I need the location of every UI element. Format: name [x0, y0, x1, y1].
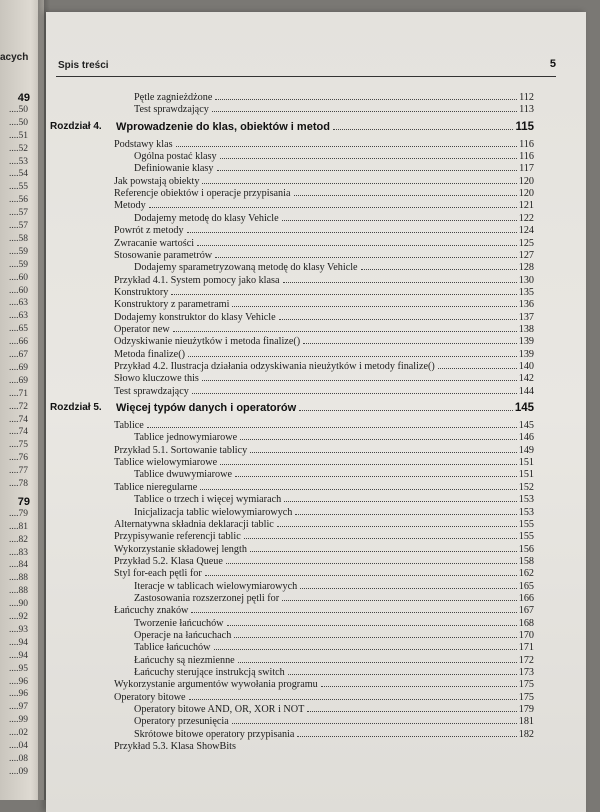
- toc-entry-title: Tablice o trzech i więcej wymiarach: [134, 494, 282, 506]
- previous-page-number: ....55: [9, 182, 28, 193]
- toc-entry-page: 121: [518, 200, 534, 212]
- toc-chapter-label: Rozdział 4.: [50, 120, 102, 132]
- toc-entry-page: 120: [518, 188, 534, 200]
- toc-entry: [50, 287, 534, 299]
- toc-entry-title: Inicjalizacja tablic wielowymiarowych: [134, 506, 293, 518]
- toc-dot-leader: [217, 170, 518, 171]
- toc-entry-page: 124: [518, 225, 534, 237]
- toc-entry-title: Tablice nieregularne: [114, 481, 198, 493]
- toc-entry-page: 179: [518, 704, 534, 716]
- toc-entry-page: 120: [518, 175, 534, 187]
- toc-dot-leader: [288, 674, 517, 675]
- toc-entry-page: 168: [518, 617, 534, 629]
- toc-entry-page: 162: [518, 568, 534, 580]
- toc-entry: [50, 630, 534, 642]
- toc-entry-page: 112: [519, 92, 534, 103]
- toc-entry-page: 172: [518, 654, 534, 666]
- toc-chapter-entry: [50, 402, 534, 416]
- toc-entry-title: Metody: [114, 200, 146, 212]
- previous-page-number: ....84: [9, 560, 28, 571]
- toc-entry: [50, 568, 534, 580]
- toc-dot-leader: [250, 551, 517, 552]
- toc-dot-leader: [303, 343, 517, 344]
- previous-page-number: ....60: [9, 272, 28, 283]
- toc-entry-page: 145: [514, 402, 534, 415]
- toc-entry: [50, 667, 534, 679]
- toc-entry: [50, 692, 534, 704]
- toc-entry: [50, 373, 534, 385]
- page-header: [56, 60, 556, 77]
- previous-page-number: ....08: [9, 753, 28, 764]
- toc-entry: [50, 213, 534, 225]
- previous-page-number: ....74: [9, 414, 28, 425]
- toc-entry: [50, 176, 534, 188]
- toc-entry-page: 153: [518, 494, 534, 506]
- toc-entry: [50, 729, 534, 741]
- toc-entry-title: Operatory bitowe AND, OR, XOR i NOT: [134, 704, 305, 716]
- toc-entry-title: Konstruktory z parametrami: [114, 299, 230, 311]
- toc-entry-page: 138: [518, 323, 534, 335]
- previous-page-number: ....88: [9, 573, 28, 584]
- toc-entry-title: Przypisywanie referencji tablic: [114, 531, 241, 543]
- toc-dot-leader: [149, 207, 517, 208]
- toc-entry-page: 170: [518, 630, 534, 641]
- previous-page-number: ....66: [9, 337, 28, 348]
- toc-entry-title: Metoda finalize(): [114, 348, 185, 360]
- toc-entry-title: Jak powstają obiekty: [114, 175, 200, 187]
- previous-page-number: ....96: [9, 676, 28, 687]
- previous-page-number: ....50: [9, 117, 28, 128]
- toc-entry: [50, 482, 534, 494]
- toc-entry-page: 142: [518, 373, 534, 385]
- toc-entry: [50, 250, 534, 262]
- toc-entry-title: Definiowanie klasy: [134, 163, 214, 175]
- toc-entry-page: 122: [518, 212, 534, 224]
- toc-entry-page: 158: [518, 555, 534, 567]
- previous-page-number: ....82: [9, 534, 28, 545]
- toc-entry: [50, 618, 534, 630]
- toc-entry: [50, 349, 534, 361]
- toc-dot-leader: [438, 368, 517, 369]
- previous-page-number: ....51: [9, 130, 28, 141]
- toc-dot-leader: [191, 612, 516, 613]
- toc-dot-leader: [171, 294, 516, 295]
- previous-page-number: ....52: [9, 143, 28, 154]
- toc-dot-leader: [307, 711, 516, 712]
- toc-entry-title: Alternatywna składnia deklaracji tablic: [114, 518, 274, 530]
- previous-page-number: ....99: [9, 715, 28, 726]
- toc-entry-page: 167: [518, 605, 534, 617]
- toc-entry-title: Łańcuchy sterujące instrukcją switch: [134, 667, 285, 679]
- toc-entry-title: Iteracje w tablicach wielowymiarowych: [134, 580, 298, 592]
- previous-page-number: ....63: [9, 311, 28, 322]
- toc-entry-page: 175: [518, 691, 534, 703]
- toc-entry: [50, 163, 534, 175]
- toc-entry-title: Operatory przesunięcia: [134, 716, 229, 728]
- toc-entry-title: Słowo kluczowe this: [114, 373, 199, 385]
- page-number: 5: [549, 58, 556, 70]
- toc-entry: [50, 469, 534, 481]
- toc-dot-leader: [284, 501, 517, 502]
- previous-page-number: ....78: [9, 479, 28, 489]
- toc-entry-title: Podstawy klas: [114, 138, 173, 150]
- toc-entry: [50, 92, 534, 104]
- toc-dot-leader: [189, 699, 517, 700]
- toc-entry: [50, 200, 534, 212]
- previous-page-number: ....58: [9, 233, 28, 244]
- toc-entry-title: Test sprawdzający: [134, 104, 209, 116]
- toc-entry-title: Ogólna postać klasy: [134, 151, 217, 163]
- toc-dot-leader: [250, 452, 516, 453]
- toc-entry-page: 175: [518, 679, 534, 691]
- toc-entry-title: Operator new: [114, 323, 170, 335]
- previous-page-number: ....54: [9, 169, 28, 180]
- toc-dot-leader: [361, 269, 517, 270]
- toc-entry-page: 181: [518, 716, 534, 728]
- toc-entry-title: Przykład 5.1. Sortowanie tablicy: [114, 444, 248, 456]
- toc-entry: [50, 336, 534, 348]
- toc-page: [46, 12, 586, 812]
- toc-dot-leader: [279, 319, 517, 320]
- previous-page-number: ....83: [9, 547, 28, 558]
- previous-page-number: ....74: [9, 427, 28, 438]
- toc-entry: [50, 704, 534, 716]
- toc-entry: [50, 556, 534, 568]
- toc-dot-leader: [188, 356, 517, 357]
- toc-entry-title: Wprowadzenie do klas, obiektów i metod: [116, 120, 330, 133]
- previous-page-number: 79: [17, 495, 30, 508]
- toc-dot-leader: [212, 111, 517, 112]
- toc-entry-page: 136: [518, 299, 534, 311]
- previous-page-number: ....56: [9, 195, 28, 206]
- toc-dot-leader: [297, 736, 516, 737]
- toc-entry-title: Tablice wielowymiarowe: [114, 457, 218, 469]
- toc-entry-title: Tablice dwuwymiarowe: [134, 469, 233, 481]
- toc-entry-page: 139: [518, 336, 534, 348]
- toc-entry-title: Pętle zagnieżdżone: [134, 92, 213, 103]
- toc-dot-leader: [215, 257, 517, 258]
- toc-entry-page: 139: [518, 348, 534, 360]
- toc-entry-title: Referencje obiektów i operacje przypisania: [114, 188, 291, 200]
- toc-entry-title: Dodajemy konstruktor do klasy Vehicle: [114, 311, 276, 323]
- toc-dot-leader: [200, 489, 516, 490]
- toc-entry-page: 171: [518, 642, 534, 654]
- previous-page-number: ....94: [9, 637, 28, 648]
- toc-entry-page: 155: [518, 518, 534, 530]
- toc-entry-page: 116: [519, 151, 534, 163]
- toc-entry-page: 128: [518, 262, 534, 274]
- toc-entry-page: 149: [518, 444, 534, 456]
- toc-entry: [50, 581, 534, 593]
- toc-entry: [50, 104, 534, 116]
- previous-page-number: ....02: [9, 728, 28, 739]
- toc-dot-leader: [244, 538, 517, 539]
- previous-page-number: 49: [17, 92, 30, 104]
- toc-dot-leader: [215, 99, 517, 100]
- previous-page-number: ....57: [9, 221, 28, 231]
- previous-page-number: ....59: [9, 259, 28, 270]
- toc-entry-page: 140: [518, 361, 534, 372]
- previous-page-number: ....97: [9, 702, 28, 713]
- toc-entry-page: 173: [518, 667, 534, 679]
- toc-entry-page: 152: [518, 481, 534, 493]
- toc-entry: [50, 716, 534, 728]
- toc-entry-title: Łańcuchy są niezmienne: [134, 654, 235, 666]
- toc-entry-title: Operatory bitowe: [114, 691, 186, 703]
- toc-entry: [50, 299, 534, 311]
- toc-dot-leader: [214, 649, 517, 650]
- previous-page-number: ....94: [9, 650, 28, 661]
- previous-page-number: ....59: [9, 246, 28, 257]
- toc-entry: [50, 432, 534, 444]
- toc-entry: [50, 457, 534, 469]
- toc-entry: [50, 238, 534, 250]
- toc-entry-page: 125: [518, 237, 534, 249]
- toc-entry: [50, 361, 534, 373]
- previous-page-number: ....76: [9, 453, 28, 464]
- toc-chapter-label: Rozdział 5.: [50, 402, 102, 414]
- toc-entry-title: Tworzenie łańcuchów: [134, 617, 224, 629]
- toc-entry-page: 155: [518, 531, 534, 543]
- toc-entry-title: Przykład 4.1. System pomocy jako klasa: [114, 274, 280, 286]
- previous-page-number: ....93: [9, 624, 28, 635]
- toc-entry: [50, 507, 534, 519]
- toc-entry-page: 135: [518, 286, 534, 298]
- previous-page-header: acych: [0, 52, 29, 63]
- previous-page-number: ....09: [9, 766, 28, 777]
- previous-page-number: ....69: [9, 375, 28, 386]
- toc-entry: [50, 151, 534, 163]
- previous-page-number: ....60: [9, 285, 28, 296]
- previous-page-number: ....71: [9, 388, 28, 399]
- toc-dot-leader: [283, 282, 517, 283]
- previous-page-number: ....95: [9, 663, 28, 674]
- toc-dot-leader: [220, 464, 517, 465]
- toc-entry-page: 156: [518, 543, 534, 555]
- toc-entry-page: 165: [518, 580, 534, 592]
- page-header-title: Spis treści: [58, 60, 109, 71]
- toc-dot-leader: [220, 158, 517, 159]
- toc-entry-title: Przykład 5.3. Klasa ShowBits: [114, 741, 236, 753]
- toc-dot-leader: [197, 245, 517, 246]
- previous-page-number: ....79: [9, 508, 28, 519]
- toc-entry-page: 117: [519, 163, 534, 175]
- toc-dot-leader: [173, 331, 517, 332]
- previous-page-number: ....88: [9, 586, 28, 597]
- toc-dot-leader: [277, 526, 517, 527]
- toc-entry-title: Łańcuchy znaków: [114, 605, 189, 617]
- toc-entry-title: Styl for-each pętli for: [114, 568, 202, 580]
- toc-entry: [50, 262, 534, 274]
- previous-page-number: ....67: [9, 350, 28, 360]
- toc-entry-page: 151: [518, 469, 534, 481]
- toc-entry-title: Powrót z metody: [114, 225, 184, 237]
- toc-entry-page: 151: [518, 457, 534, 469]
- toc-entry: [50, 225, 534, 237]
- toc-entry: [50, 275, 534, 287]
- toc-entry: [50, 605, 534, 617]
- toc-entry-page: 153: [518, 506, 534, 518]
- toc-entry: [50, 188, 534, 200]
- toc-entry-title: Zastosowania rozszerzonej pętli for: [134, 592, 280, 604]
- toc-entry-title: Więcej typów danych i operatorów: [116, 402, 297, 415]
- toc-entry-title: Tablice łańcuchów: [134, 642, 211, 654]
- toc-entry: [50, 494, 534, 506]
- toc-dot-leader: [192, 393, 517, 394]
- previous-page-number: ....90: [9, 599, 28, 610]
- toc-entry-page: 144: [518, 385, 534, 397]
- toc-dot-leader: [282, 220, 517, 221]
- previous-page-number: ....53: [9, 156, 28, 167]
- toc-dot-leader: [333, 129, 514, 130]
- toc-entry: [50, 312, 534, 324]
- toc-entry-page: 130: [518, 274, 534, 286]
- toc-entry-title: Wykorzystanie argumentów wywołania programu: [114, 679, 318, 691]
- previous-page-number: ....50: [9, 104, 28, 115]
- previous-page-number: ....92: [9, 612, 28, 622]
- toc-chapter-entry: [50, 121, 534, 135]
- toc-entry-title: Dodajemy metodę do klasy Vehicle: [134, 212, 279, 224]
- toc-dot-leader: [176, 146, 518, 147]
- toc-entry-page: 113: [519, 104, 534, 116]
- toc-entry: [50, 324, 534, 336]
- toc-entry: [50, 741, 534, 753]
- toc-entry: [50, 531, 534, 543]
- previous-page-number: ....77: [9, 466, 28, 477]
- toc-entry: [50, 386, 534, 398]
- toc-entry: [50, 139, 534, 151]
- toc-entry-page: 182: [518, 728, 534, 740]
- toc-dot-leader: [234, 637, 516, 638]
- toc-dot-leader: [202, 380, 517, 381]
- previous-page-number: ....96: [9, 689, 28, 700]
- toc-dot-leader: [294, 195, 517, 196]
- toc-entry-title: Tablice jednowymiarowe: [134, 432, 238, 444]
- toc-entry-title: Tablice: [114, 420, 144, 432]
- toc-entry-page: 115: [515, 120, 534, 133]
- toc-entry-page: 166: [518, 592, 534, 604]
- toc-dot-leader: [232, 723, 517, 724]
- toc-dot-leader: [202, 183, 516, 184]
- toc-dot-leader: [235, 476, 517, 477]
- previous-page-number: ....04: [9, 741, 28, 751]
- toc-entry: [50, 544, 534, 556]
- toc-dot-leader: [240, 439, 517, 440]
- toc-entry-title: Przykład 5.2. Klasa Queue: [114, 555, 223, 567]
- toc-dot-leader: [299, 410, 513, 411]
- previous-page-number: ....63: [9, 298, 28, 309]
- toc-entry: [50, 655, 534, 667]
- previous-page-number: ....69: [9, 362, 28, 373]
- toc-entry-title: Operacje na łańcuchach: [134, 630, 232, 641]
- toc-dot-leader: [238, 662, 517, 663]
- toc-dot-leader: [205, 575, 517, 576]
- toc-entry: [50, 420, 534, 432]
- toc-entry: [50, 519, 534, 531]
- toc-entry-title: Dodajemy sparametryzowaną metodę do klasy Vehicle: [134, 262, 358, 274]
- previous-page-number: ....57: [9, 208, 28, 219]
- toc-entry: [50, 593, 534, 605]
- toc-entry-title: Wykorzystanie składowej length: [114, 543, 247, 555]
- toc-dot-leader: [147, 427, 517, 428]
- toc-entry: [50, 642, 534, 654]
- toc-dot-leader: [226, 563, 517, 564]
- toc-entry: [50, 679, 534, 691]
- toc-entry-page: 127: [518, 249, 534, 261]
- toc-entry-page: 145: [518, 420, 534, 432]
- toc-entry-page: 137: [518, 311, 534, 323]
- previous-page-number: ....75: [9, 440, 28, 451]
- toc-dot-leader: [282, 600, 517, 601]
- previous-page-number: ....81: [9, 521, 28, 532]
- toc-dot-leader: [232, 306, 516, 307]
- toc-entry-title: Konstruktory: [114, 286, 169, 298]
- toc-entry-title: Odzyskiwanie nieużytków i metoda finalize(): [114, 336, 301, 348]
- toc-entry-title: Przykład 4.2. Ilustracja działania odzyskiwania nieużytków i metody finalize(): [114, 361, 435, 372]
- toc-entry-title: Skrótowe bitowe operatory przypisania: [134, 728, 295, 740]
- previous-page-number: ....65: [9, 324, 28, 335]
- toc-dot-leader: [187, 232, 517, 233]
- toc-entry-page: 116: [519, 138, 534, 150]
- toc-dot-leader: [321, 686, 517, 687]
- toc-entry: [50, 445, 534, 457]
- toc-dot-leader: [295, 514, 516, 515]
- toc-entry-page: 146: [518, 432, 534, 444]
- toc-entry-title: Zwracanie wartości: [114, 237, 195, 249]
- toc-dot-leader: [300, 588, 517, 589]
- previous-page-number: ....72: [9, 401, 28, 412]
- toc-entry-title: Test sprawdzający: [114, 385, 189, 397]
- toc-entry-title: Stosowanie parametrów: [114, 249, 213, 261]
- toc-dot-leader: [227, 625, 517, 626]
